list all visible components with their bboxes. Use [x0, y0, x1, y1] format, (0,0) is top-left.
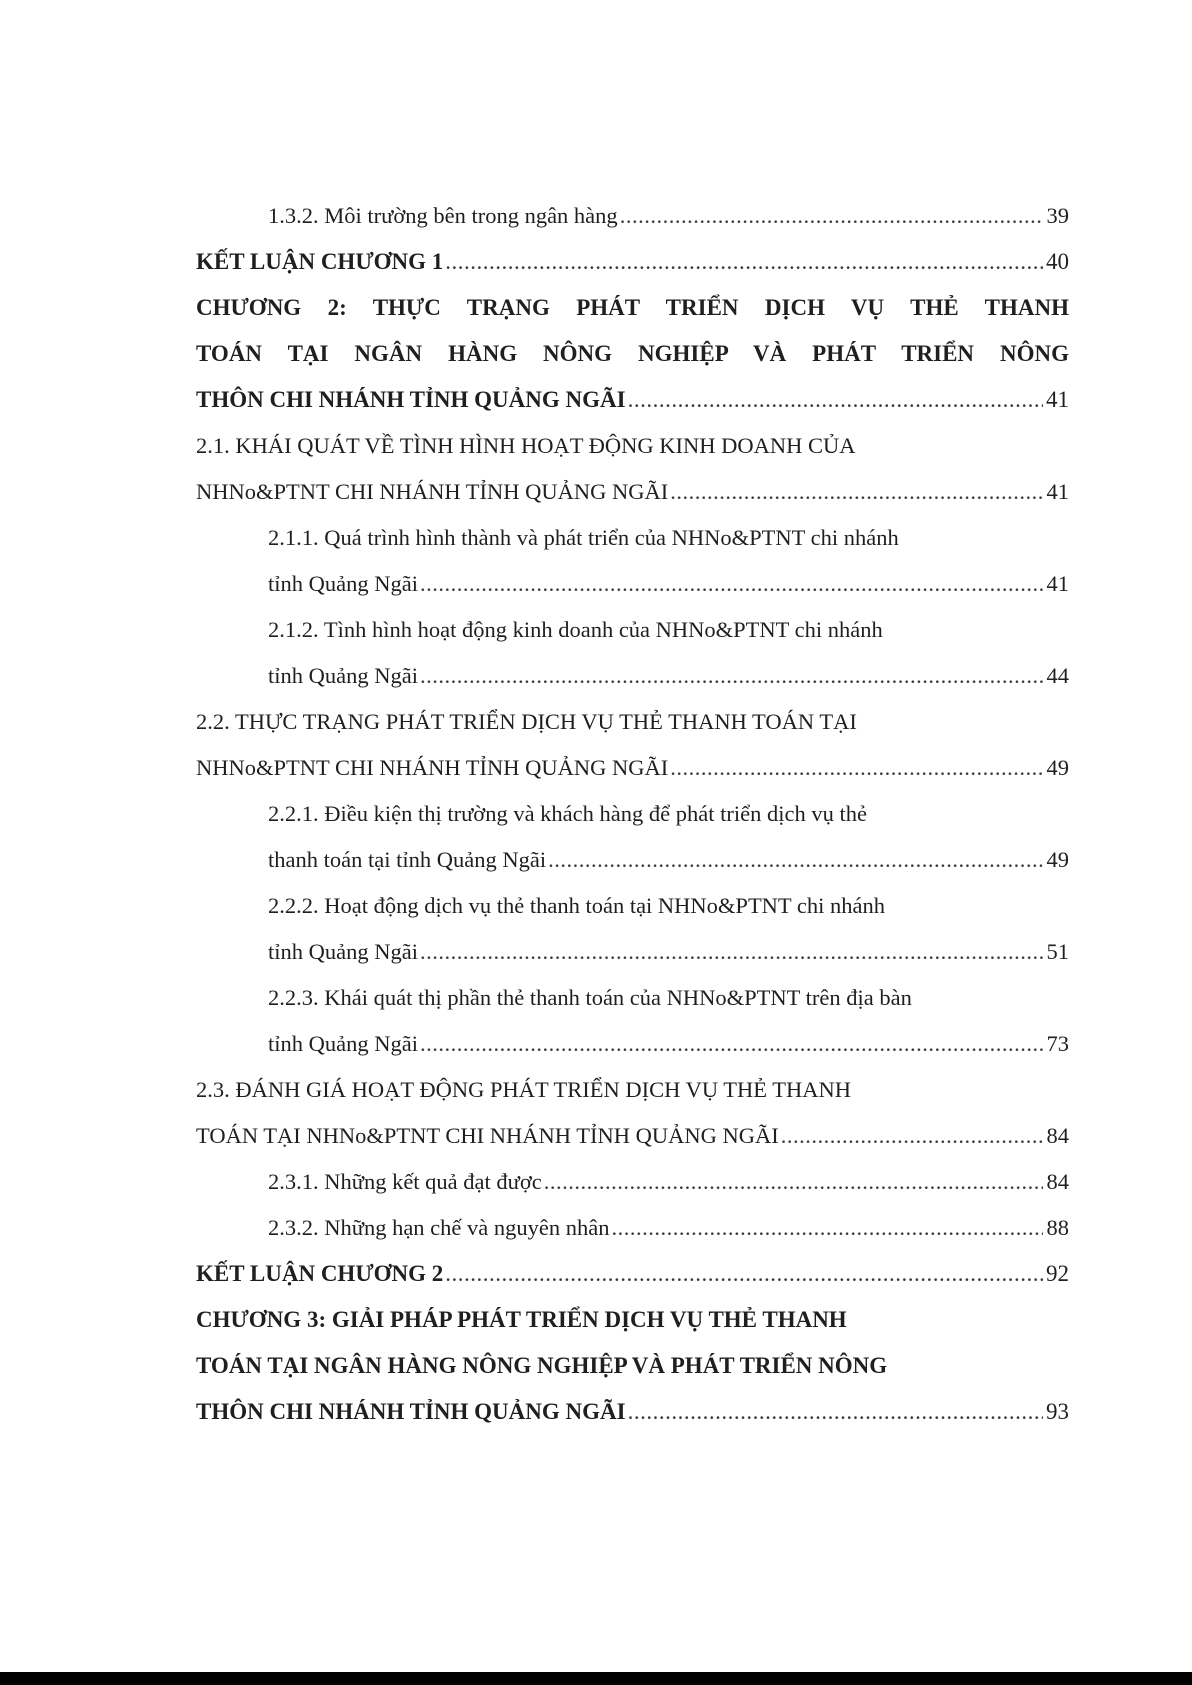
toc-entry-text: TOÁN TẠI NGÂN HÀNG NÔNG NGHIỆP VÀ PHÁT TRIỂN NÔNG [196, 341, 1069, 366]
dot-leader [779, 1113, 1043, 1159]
toc-entry-text: THÔN CHI NHÁNH TỈNH QUẢNG NGÃI [196, 387, 626, 412]
toc-entry-text: 1.3.2. Môi trường bên trong ngân hàng [268, 203, 618, 228]
dot-leader [626, 377, 1043, 423]
toc-entry-2-2-3-line-2[interactable] [196, 1021, 1069, 1067]
toc-entry-text: 2.2.3. Khái quát thị phần thẻ thanh toán của NHNo&PTNT trên địa bàn [268, 985, 912, 1010]
toc-entry-text: 2.3. ĐÁNH GIÁ HOẠT ĐỘNG PHÁT TRIỂN DỊCH VỤ THẺ THANH [196, 1077, 851, 1102]
dot-leader [668, 469, 1043, 515]
dot-leader [418, 561, 1043, 607]
toc-entry-text: CHƯƠNG 2: THỰC TRẠNG PHÁT TRIỂN DỊCH VỤ THẺ THANH [196, 295, 1069, 320]
toc-entry-2-3-line-1[interactable] [196, 1067, 1069, 1113]
toc-page-number: 84 [1046, 1169, 1069, 1194]
dot-leader [668, 745, 1043, 791]
bottom-border [0, 1672, 1192, 1685]
dot-leader [546, 837, 1043, 883]
toc-entry-text: THÔN CHI NHÁNH TỈNH QUẢNG NGÃI [196, 1399, 626, 1424]
toc-entry-chuong-2-line-3[interactable] [196, 377, 1069, 423]
toc-entry-text: 2.1.2. Tình hình hoạt động kinh doanh của NHNo&PTNT chi nhánh [268, 617, 883, 642]
toc-entry-chuong-3-line-1[interactable] [196, 1297, 1069, 1343]
toc-page-number: 88 [1046, 1215, 1069, 1240]
dot-leader [610, 1205, 1044, 1251]
toc-page-number: 39 [1046, 203, 1069, 228]
dot-leader [626, 1389, 1043, 1435]
toc-page-number: 41 [1046, 387, 1069, 412]
toc-entry-2-2-2-line-2[interactable] [196, 929, 1069, 975]
toc-entry-text: CHƯƠNG 3: GIẢI PHÁP PHÁT TRIỂN DỊCH VỤ THẺ THANH [196, 1307, 847, 1332]
toc-entry-1-3-2[interactable] [196, 193, 1069, 239]
toc-entry-2-3-1[interactable] [196, 1159, 1069, 1205]
toc-entry-text: tỉnh Quảng Ngãi [268, 939, 418, 964]
toc-entry-chuong-2-line-1[interactable] [196, 285, 1069, 331]
dot-leader [418, 929, 1043, 975]
toc-entry-text: tỉnh Quảng Ngãi [268, 1031, 418, 1056]
dot-leader [418, 1021, 1043, 1067]
toc-page-number: 41 [1046, 479, 1069, 504]
toc-entry-2-1-2-line-2[interactable] [196, 653, 1069, 699]
toc-page-number: 49 [1046, 847, 1069, 872]
toc-entry-text: thanh toán tại tỉnh Quảng Ngãi [268, 847, 547, 872]
toc-entry-text: 2.2.2. Hoạt động dịch vụ thẻ thanh toán tại NHNo&PTNT chi nhánh [268, 893, 885, 918]
toc-entry-text: KẾT LUẬN CHƯƠNG 2 [196, 1261, 444, 1286]
toc-page-number: 44 [1046, 663, 1069, 688]
toc-entry-text: 2.3.2. Những hạn chế và nguyên nhân [268, 1215, 610, 1240]
toc-entry-text: tỉnh Quảng Ngãi [268, 571, 418, 596]
dot-leader [443, 1251, 1043, 1297]
toc-entry-2-1-line-1[interactable] [196, 423, 1069, 469]
dot-leader [618, 193, 1043, 239]
toc-entry-2-1-2-line-1[interactable] [196, 607, 1069, 653]
toc-page-number: 92 [1046, 1261, 1069, 1286]
toc-entry-text: 2.2.1. Điều kiện thị trường và khách hàng để phát triển dịch vụ thẻ [268, 801, 867, 826]
toc-entry-2-2-line-1[interactable] [196, 699, 1069, 745]
toc-page-number: 73 [1046, 1031, 1069, 1056]
toc-entry-2-2-3-line-1[interactable] [196, 975, 1069, 1021]
dot-leader [418, 653, 1043, 699]
toc-page-number: 41 [1046, 571, 1069, 596]
toc-entry-chuong-2-line-2[interactable] [196, 331, 1069, 377]
toc-entry-chuong-3-line-3[interactable] [196, 1389, 1069, 1435]
toc-entry-2-3-line-2[interactable] [196, 1113, 1069, 1159]
toc-entry-2-1-1-line-1[interactable] [196, 515, 1069, 561]
toc-page-number: 49 [1046, 755, 1069, 780]
toc-entry-text: 2.3.1. Những kết quả đạt được [268, 1169, 542, 1194]
dot-leader [443, 239, 1043, 285]
toc-entry-2-3-2[interactable] [196, 1205, 1069, 1251]
toc-entry-2-2-1-line-2[interactable] [196, 837, 1069, 883]
toc-entry-2-1-line-2[interactable] [196, 469, 1069, 515]
toc-entry-2-1-1-line-2[interactable] [196, 561, 1069, 607]
toc-page-number: 40 [1046, 249, 1069, 274]
dot-leader [542, 1159, 1043, 1205]
toc-page-number: 84 [1046, 1123, 1069, 1148]
toc-entry-ket-luan-chuong-1[interactable] [196, 239, 1069, 285]
toc-entry-text: TOÁN TẠI NGÂN HÀNG NÔNG NGHIỆP VÀ PHÁT TRIỂN NÔNG [196, 1353, 888, 1378]
toc-entry-text: NHNo&PTNT CHI NHÁNH TỈNH QUẢNG NGÃI [196, 479, 669, 504]
toc-entry-text: NHNo&PTNT CHI NHÁNH TỈNH QUẢNG NGÃI [196, 755, 669, 780]
toc-entry-text: tỉnh Quảng Ngãi [268, 663, 418, 688]
toc-entry-text: 2.1.1. Quá trình hình thành và phát triển của NHNo&PTNT chi nhánh [268, 525, 899, 550]
toc-page-number: 51 [1046, 939, 1069, 964]
toc-entry-ket-luan-chuong-2[interactable] [196, 1251, 1069, 1297]
toc-entry-2-2-line-2[interactable] [196, 745, 1069, 791]
toc-page-number: 93 [1046, 1399, 1069, 1424]
toc-entry-2-2-1-line-1[interactable] [196, 791, 1069, 837]
toc-entry-text: 2.2. THỰC TRẠNG PHÁT TRIỂN DỊCH VỤ THẺ THANH TOÁN TẠI [196, 709, 857, 734]
toc-entry-text: 2.1. KHÁI QUÁT VỀ TÌNH HÌNH HOẠT ĐỘNG KINH DOANH CỦA [196, 433, 856, 458]
toc-entry-chuong-3-line-2[interactable] [196, 1343, 1069, 1389]
toc-entry-text: TOÁN TẠI NHNo&PTNT CHI NHÁNH TỈNH QUẢNG NGÃI [196, 1123, 779, 1148]
table-of-contents [196, 193, 1069, 1435]
toc-entry-2-2-2-line-1[interactable] [196, 883, 1069, 929]
toc-entry-text: KẾT LUẬN CHƯƠNG 1 [196, 249, 444, 274]
